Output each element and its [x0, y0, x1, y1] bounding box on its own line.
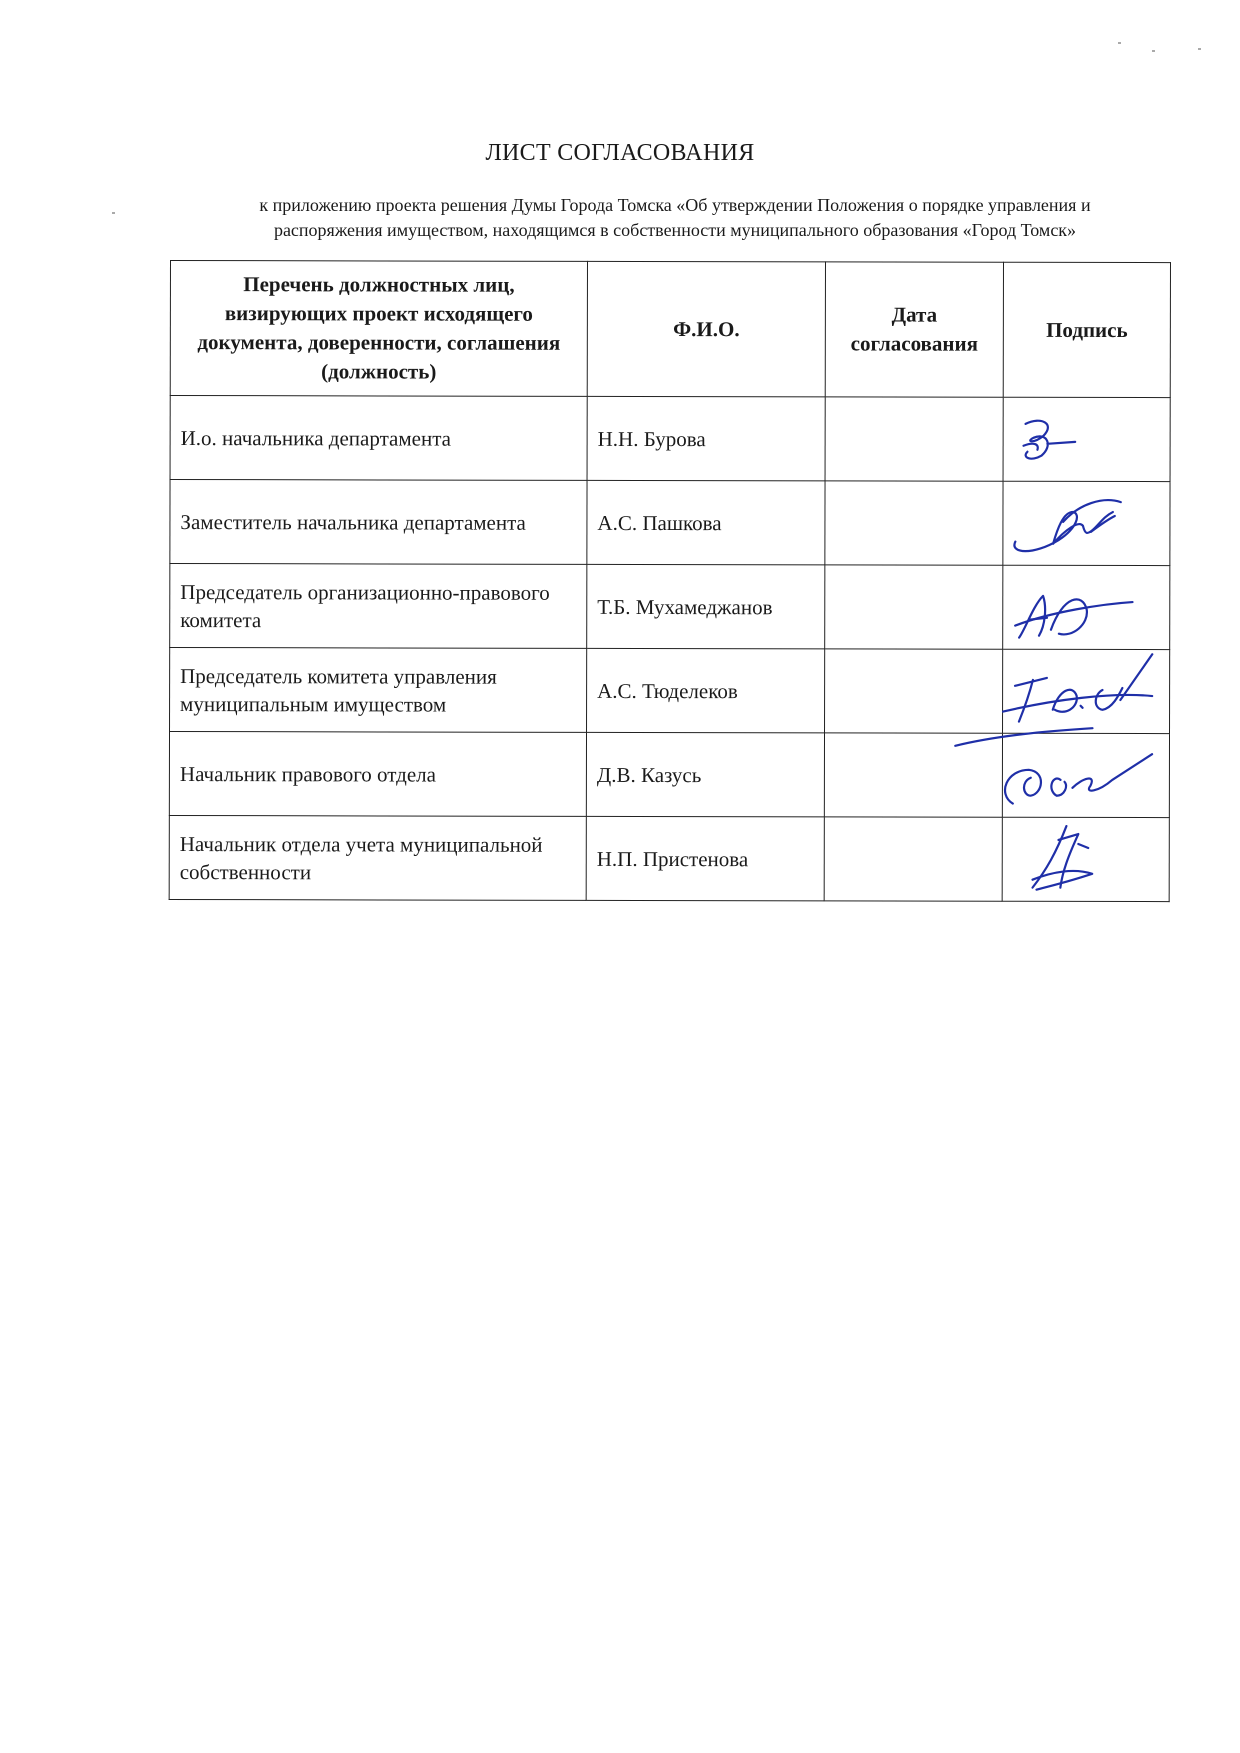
- table-row: [170, 648, 1170, 734]
- cell-date: [825, 481, 1003, 565]
- scan-speck: [1118, 42, 1121, 44]
- header-name: Ф.И.О.: [587, 261, 825, 396]
- cell-position: И.о. начальника департамента: [170, 396, 587, 481]
- cell-signature: [1003, 397, 1170, 481]
- approval-table: [169, 260, 1171, 902]
- table-row: [170, 480, 1170, 566]
- cell-position: Начальник правового отдела: [169, 732, 586, 817]
- cell-name: А.С. Тюделеков: [587, 648, 825, 732]
- document-subtitle: [175, 193, 1175, 243]
- cell-position: Председатель комитета управления муниципальным имуществом: [170, 648, 587, 733]
- cell-signature: [1003, 481, 1170, 565]
- table-header-row: [170, 261, 1170, 398]
- cell-date: [825, 565, 1003, 649]
- cell-name: Н.П. Пристенова: [586, 816, 824, 900]
- signature-image: [1003, 734, 1169, 817]
- cell-name: А.С. Пашкова: [587, 480, 825, 564]
- cell-date: [825, 649, 1003, 733]
- cell-name: Н.Н. Бурова: [587, 396, 825, 480]
- cell-date: [825, 397, 1003, 481]
- scan-speck: [112, 212, 115, 214]
- cell-signature: [1003, 565, 1170, 649]
- scan-speck: [1152, 50, 1155, 52]
- signature-image: [1003, 650, 1169, 733]
- cell-date: [824, 817, 1002, 901]
- cell-name: Д.В. Казусь: [586, 732, 824, 816]
- cell-name: Т.Б. Мухамеджанов: [587, 564, 825, 648]
- table-row: [170, 396, 1170, 482]
- cell-position: Заместитель начальника департамента: [170, 480, 587, 565]
- scan-speck: [1198, 48, 1201, 50]
- signature-image: [1003, 818, 1169, 901]
- signature-image: [1003, 566, 1169, 649]
- header-date: Дата согласования: [825, 262, 1003, 397]
- cell-date: [824, 733, 1002, 817]
- page-title: ЛИСТ СОГЛАСОВАНИЯ: [485, 140, 755, 166]
- subtitle-line-2: распоряжения имуществом, находящимся в собственности муниципального образования «Город Томск»: [273, 220, 1077, 240]
- signature-image: [1003, 482, 1169, 565]
- subtitle-line-1: к приложению проекта решения Думы Города Томска «Об утверждении Положения о порядке управления и: [259, 195, 1091, 215]
- cell-signature: [1002, 817, 1169, 901]
- signature-image: [1004, 398, 1170, 481]
- cell-position: Начальник отдела учета муниципальной собственности: [169, 815, 586, 900]
- cell-signature: [1003, 649, 1170, 733]
- table-row: [170, 564, 1170, 650]
- cell-position: Председатель организационно-правового комитета: [170, 564, 587, 649]
- cell-signature: [1002, 733, 1169, 817]
- header-signature: Подпись: [1003, 262, 1170, 397]
- table-row: [169, 732, 1169, 818]
- table-row: [169, 815, 1169, 901]
- header-position: Перечень должностных лиц, визирующих проект исходящего документа, доверенности, соглашения (должность): [170, 261, 587, 397]
